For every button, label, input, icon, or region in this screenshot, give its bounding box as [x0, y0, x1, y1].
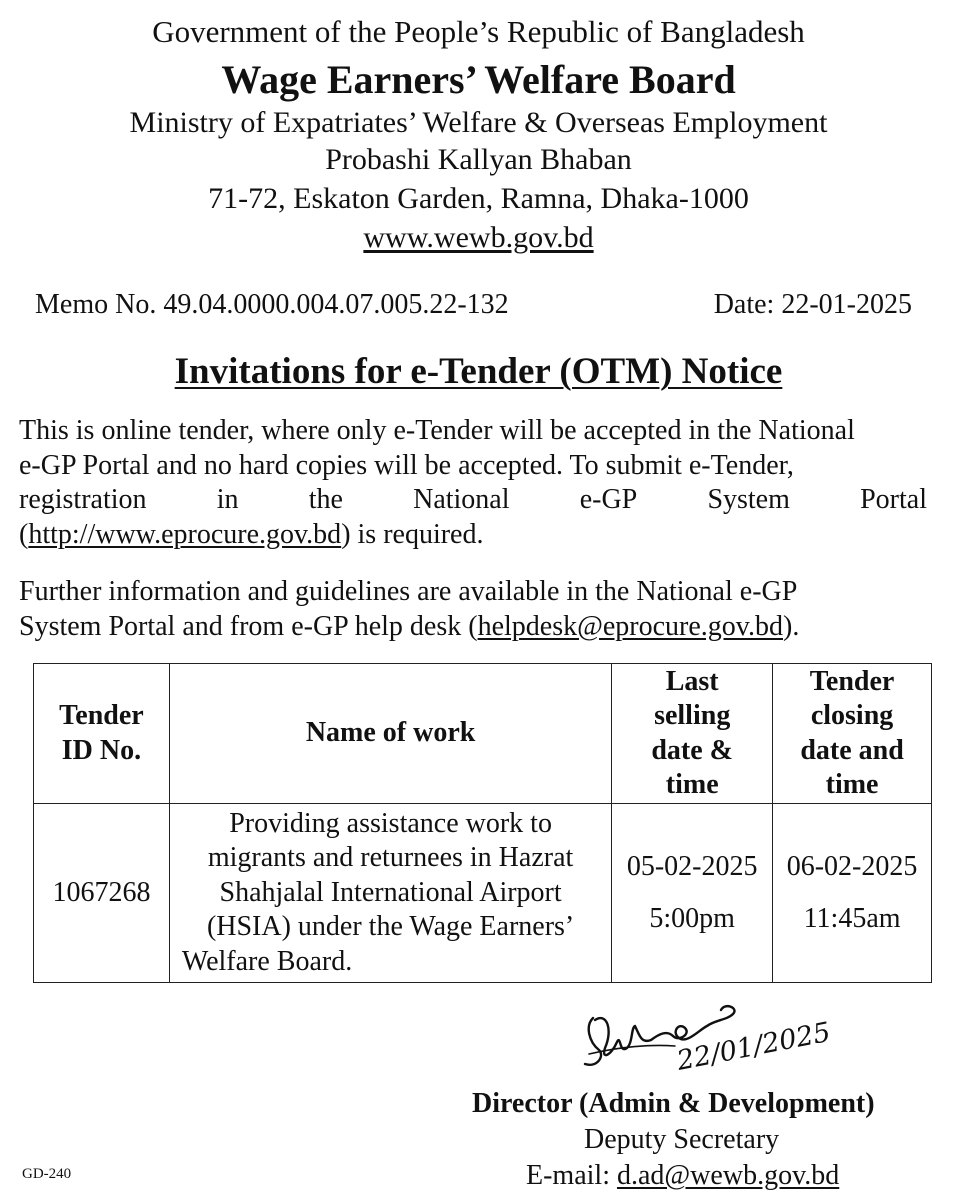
address-line: 71-72, Eskaton Garden, Ramna, Dhaka-1000 — [208, 182, 749, 215]
memo-number: Memo No. 49.04.0000.004.07.005.22-132 — [35, 289, 509, 320]
header-text: Last — [665, 665, 719, 697]
header-text: Tender — [809, 665, 895, 697]
email-label: E-mail: — [526, 1160, 617, 1191]
header-tender-id — [34, 664, 170, 804]
website-link[interactable]: www.wewb.gov.bd — [363, 221, 594, 254]
word: the — [308, 484, 343, 515]
header-tender-closing — [773, 664, 932, 804]
memo-date: Date: 22-01-2025 — [713, 289, 912, 320]
cell-name-of-work: Providing assistance work to migrants and returnees in Hazrat Shahjalal International Airport (HSIA) under the Wage Earners’ Welfare Board. — [169, 804, 611, 983]
table-row — [34, 804, 932, 983]
word: Portal — [860, 484, 927, 515]
board-name: Wage Earners’ Welfare Board — [221, 57, 736, 102]
paragraph-text: ) is required. — [341, 518, 484, 550]
tender-table — [33, 663, 932, 983]
table-header-row — [34, 664, 932, 804]
paragraph-line — [19, 518, 927, 553]
signatory-email-link[interactable]: d.ad@wewb.gov.bd — [616, 1160, 840, 1191]
header-text: time — [825, 769, 879, 800]
signatory-designation: Director (Admin & Development) — [472, 1088, 875, 1119]
cell-tender-id: 1067268 — [34, 804, 170, 983]
eprocure-link[interactable]: http://www.eprocure.gov.bd — [28, 518, 342, 550]
header-text: Tender — [59, 700, 144, 731]
paragraph-line: e-GP Portal and no hard copies will be accepted. To submit e-Tender, — [19, 449, 794, 481]
notice-title — [0, 350, 957, 393]
paragraph-online-tender — [19, 414, 927, 552]
word: in — [216, 484, 239, 515]
word: National — [413, 484, 510, 515]
footer-code: GD-240 — [22, 1166, 72, 1182]
notice-title-text: Invitations for e-Tender (OTM) Notice — [174, 351, 783, 392]
paragraph-further-information — [19, 575, 927, 644]
word: e-GP — [579, 484, 638, 515]
paragraph-text: System Portal and from e-GP help desk ( — [19, 610, 478, 642]
signature-date: 22/01/2025 — [674, 1016, 834, 1077]
header-text: Name of work — [305, 717, 476, 749]
paragraph-line: This is online tender, where only e-Tender will be accepted in the National — [19, 415, 855, 446]
word: System — [707, 484, 790, 515]
handwritten-signature — [575, 990, 865, 1080]
ministry-line: Ministry of Expatriates’ Welfare & Overseas Employment — [129, 106, 828, 139]
paren-open: ( — [19, 518, 29, 550]
header-name-of-work — [169, 664, 611, 804]
header-text: selling — [654, 700, 731, 731]
signatory-rank: Deputy Secretary — [584, 1124, 780, 1155]
word: registration — [19, 484, 147, 515]
paragraph-line — [19, 610, 927, 645]
selling-date: 05-02-2025 — [626, 851, 758, 882]
closing-date: 06-02-2025 — [786, 851, 918, 882]
helpdesk-email-link[interactable]: helpdesk@eprocure.gov.bd — [477, 610, 783, 642]
paragraph-line — [19, 483, 927, 518]
header-last-selling — [612, 664, 773, 804]
header-text: time — [665, 769, 719, 800]
website-line — [0, 221, 957, 255]
cell-last-selling — [612, 804, 773, 983]
government-line: Government of the People’s Republic of Bangladesh — [152, 14, 805, 49]
selling-time: 5:00pm — [649, 903, 735, 934]
cell-tender-closing — [773, 804, 932, 983]
header-text: date & — [651, 734, 734, 766]
building-line: Probashi Kallyan Bhaban — [325, 143, 632, 176]
closing-time: 11:45am — [803, 903, 901, 934]
header-text: ID No. — [61, 734, 142, 766]
paragraph-text: ). — [783, 610, 800, 642]
header-text: closing — [810, 700, 894, 731]
signatory-email-line — [526, 1160, 839, 1192]
paragraph-line: Further information and guidelines are available in the National e-GP — [19, 576, 798, 607]
header-text: date and — [800, 734, 904, 766]
